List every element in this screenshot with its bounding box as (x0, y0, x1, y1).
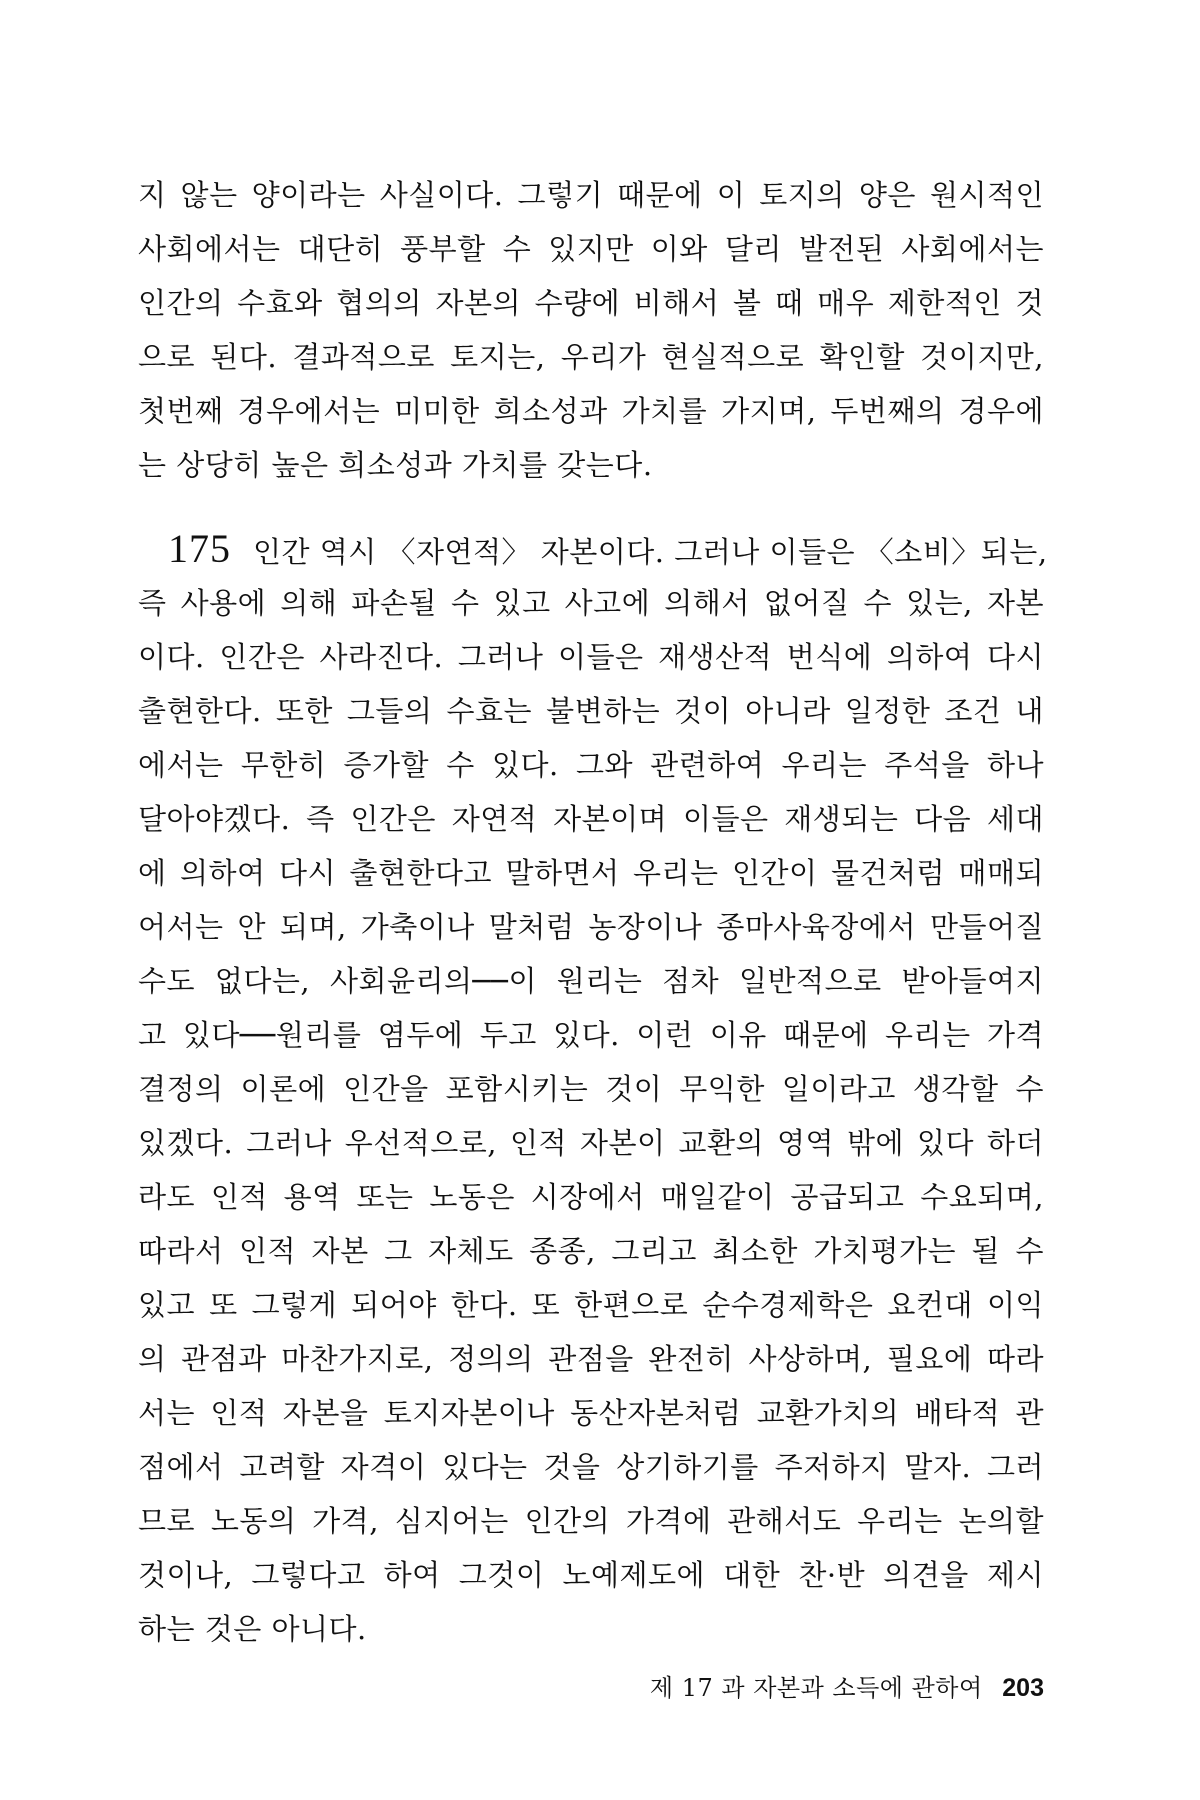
text-line: 므로 노동의 가격, 심지어는 인간의 가격에 관해서도 우리는 논의할 (138, 1504, 1044, 1538)
paragraph-continued (138, 168, 1044, 492)
page-number: 203 (1002, 1674, 1044, 1702)
text-line: 있고 또 그렇게 되어야 한다. 또 한편으로 순수경제학은 요컨대 이익 (138, 1288, 1044, 1322)
text-line: 어서는 안 되며, 가축이나 말처럼 농장이나 종마사육장에서 만들어질 (138, 910, 1044, 944)
running-head: 제 17 과 자본과 소득에 관하여 (649, 1674, 983, 1702)
paragraph-first-line (138, 522, 1048, 576)
text-line: 있겠다. 그러나 우선적으로, 인적 자본이 교환의 영역 밖에 있다 하더 (138, 1126, 1044, 1160)
text-line: 으로 된다. 결과적으로 토지는, 우리가 현실적으로 확인할 것이지만, (138, 340, 1044, 374)
text-line: 첫번째 경우에서는 미미한 희소성과 가치를 가지며, 두번째의 경우에 (138, 394, 1044, 428)
text-line: 하는 것은 아니다. (138, 1612, 367, 1646)
text-line: 서는 인적 자본을 토지자본이나 동산자본처럼 교환가치의 배타적 관 (138, 1396, 1044, 1430)
text-line: 출현한다. 또한 그들의 수효는 불변하는 것이 아니라 일정한 조건 내 (138, 694, 1044, 728)
paragraph-175 (138, 522, 1048, 1656)
text-line: 것이나, 그렇다고 하여 그것이 노예제도에 대한 찬·반 의견을 제시 (138, 1558, 1044, 1592)
text-line: 고 있다──원리를 염두에 두고 있다. 이런 이유 때문에 우리는 가격 (138, 1018, 1044, 1052)
text-line: 이다. 인간은 사라진다. 그러나 이들은 재생산적 번식에 의하여 다시 (138, 640, 1044, 674)
text-line: 따라서 인적 자본 그 자체도 종종, 그리고 최소한 가치평가는 될 수 (138, 1234, 1044, 1268)
text-line: 즉 사용에 의해 파손될 수 있고 사고에 의해서 없어질 수 있는, 자본 (138, 586, 1044, 620)
page-footer (650, 1668, 1044, 1708)
text-line: 의 관점과 마찬가지로, 정의의 관점을 완전히 사상하며, 필요에 따라 (138, 1342, 1044, 1376)
text-line: 에서는 무한히 증가할 수 있다. 그와 관련하여 우리는 주석을 하나 (138, 748, 1044, 782)
text-line: 점에서 고려할 자격이 있다는 것을 상기하기를 주저하지 말자. 그러 (138, 1450, 1044, 1484)
text-line: 인간의 수효와 협의의 자본의 수량에 비해서 볼 때 매우 제한적인 것 (138, 286, 1044, 320)
text-line: 사회에서는 대단히 풍부할 수 있지만 이와 달리 발전된 사회에서는 (138, 232, 1044, 266)
text-line: 수도 없다는, 사회윤리의──이 원리는 점차 일반적으로 받아들여지 (138, 964, 1044, 998)
text-line: 는 상당히 높은 희소성과 가치를 갖는다. (138, 448, 653, 482)
text-line: 지 않는 양이라는 사실이다. 그렇기 때문에 이 토지의 양은 원시적인 (138, 178, 1044, 212)
text-line: 에 의하여 다시 출현한다고 말하면서 우리는 인간이 물건처럼 매매되 (138, 856, 1044, 890)
text-line: 달아야겠다. 즉 인간은 자연적 자본이며 이들은 재생되는 다음 세대 (138, 802, 1044, 836)
text-line: 결정의 이론에 인간을 포함시키는 것이 무익한 일이라고 생각할 수 (138, 1072, 1044, 1106)
text-line: 인간 역시 〈자연적〉 자본이다. 그러나 이들은 〈소비〉되는, (253, 535, 1048, 569)
text-line: 라도 인적 용역 또는 노동은 시장에서 매일같이 공급되고 수요되며, (138, 1180, 1044, 1214)
paragraph-number: 175 (168, 526, 231, 571)
